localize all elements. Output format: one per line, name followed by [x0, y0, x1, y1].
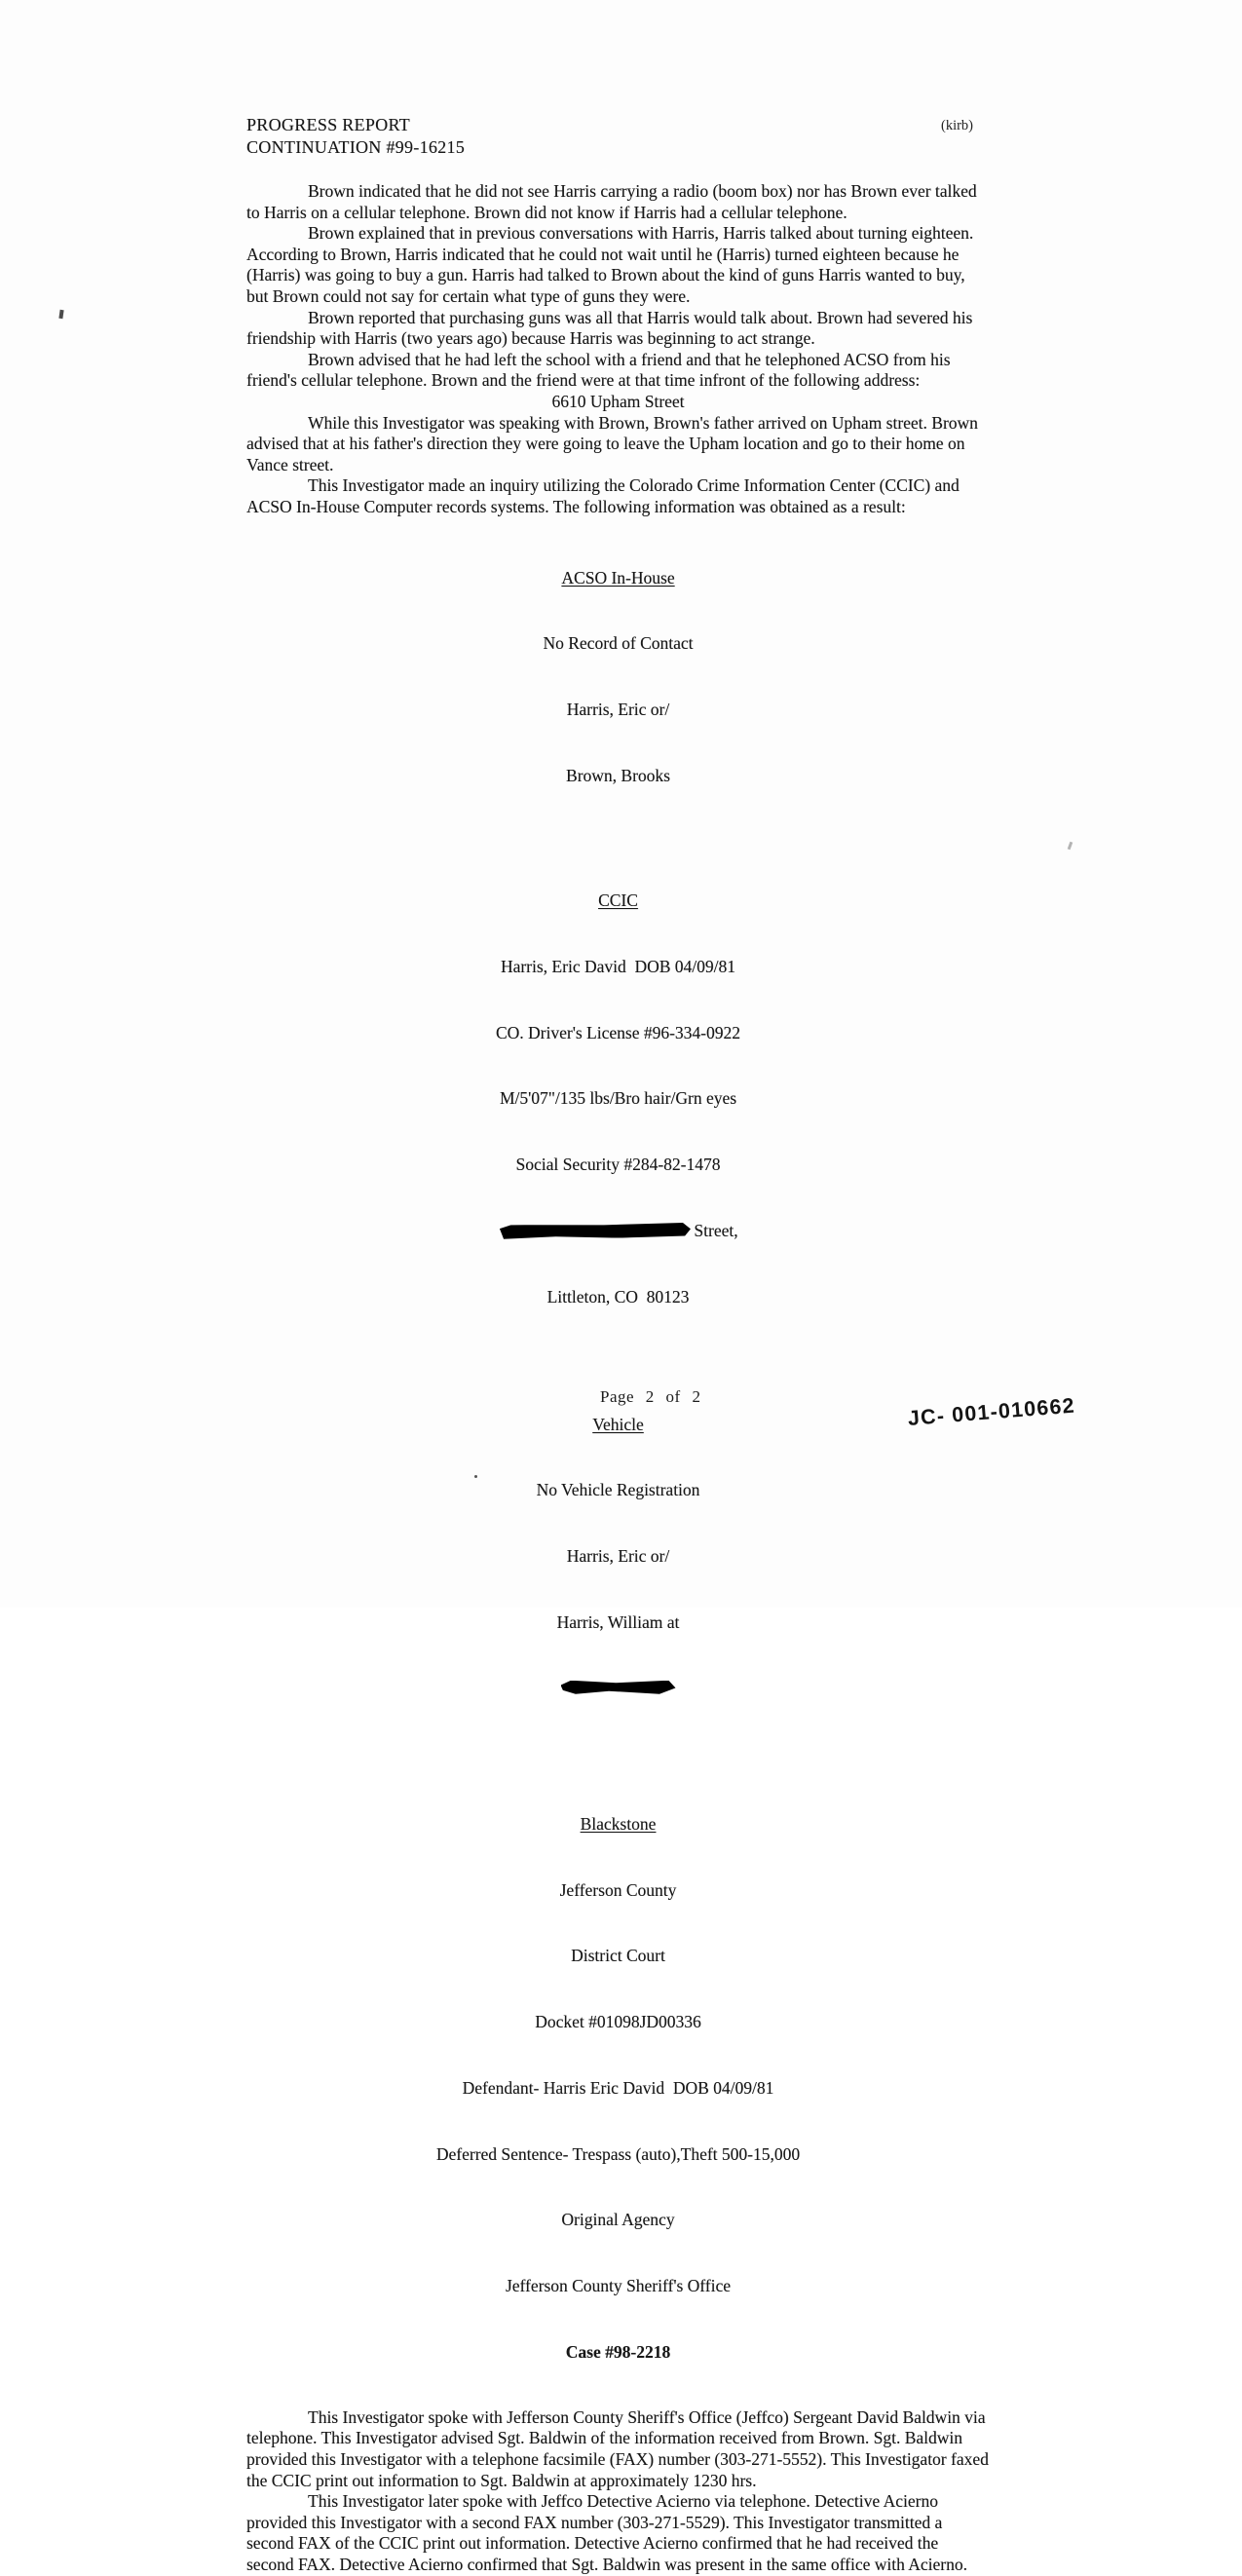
paragraph-left-school: Brown advised that he had left the school with a friend and that he telephoned ACSO from his friend's cellular telephone. Brown and the friend were at that time infront of the following address:: [246, 349, 951, 391]
record-line: Defendant- Harris Eric David DOB 04/09/81: [462, 2077, 774, 2098]
paragraph-radio-telephone: Brown indicated that he did not see Harris carrying a radio (boom box) nor has Brown ever talked to Harris on a cellular telephone. Brown did not know if Harris had a cellular telephone.: [246, 181, 977, 222]
record-line: CO. Driver's License #96-334-0922: [495, 1022, 740, 1042]
record-line: Deferred Sentence- Trespass (auto),Theft 500-15,000: [435, 2143, 801, 2164]
report-title: PROGRESS REPORT: [246, 115, 410, 134]
record-section-blackstone: [246, 1769, 990, 2407]
bates-stamp: JC- 001-010662: [907, 1393, 1076, 1431]
page-number: Page 2 of 2: [600, 1387, 701, 1406]
blackstone-heading: Blackstone: [580, 1813, 657, 1834]
record-line: Social Security #284-82-1478: [515, 1155, 721, 1175]
record-line: Harris, Eric or/: [566, 700, 670, 720]
record-section-ccic: [246, 846, 990, 1352]
paragraph-turning-eighteen: Brown explained that in previous conversations with Harris, Harris talked about turning eighteen. According to Brown, Harris indicated that he could not wait until he (Harris) turned eighteen because he (Harris) was going to buy a gun. Harris had talked to Brown about the kind of guns Harris wanted to buy, but Brown could not say for certain what type of guns they were.: [246, 223, 974, 306]
acso-heading: ACSO In-House: [561, 567, 675, 587]
vehicle-heading: Vehicle: [592, 1414, 644, 1434]
redacted-address-line: [246, 1678, 990, 1700]
scan-artifact-mark: [1068, 842, 1073, 851]
record-line: No Record of Contact: [543, 633, 694, 654]
case-number-line: Case #98-2218: [565, 2342, 671, 2362]
paragraph-baldwin-fax: This Investigator spoke with Jefferson County Sheriff's Office (Jeffco) Sergeant David Baldwin via telephone. This Investigator advised Sgt. Baldwin of the information received from Brown. Sgt. Baldwin provided this Investigator with a telephone facsimile (FAX) number (303-271-5552). This Investigator faxed the CCIC print out information to Sgt. Baldwin at approximately 1230 hrs.: [246, 2406, 989, 2490]
margin-handwritten-note: (kirb): [941, 118, 974, 133]
record-line: Original Agency: [561, 2210, 675, 2230]
document-body: [246, 114, 990, 2576]
record-line: Brown, Brooks: [566, 766, 670, 786]
address-line: 6610 Upham Street: [551, 391, 685, 411]
record-line: No Vehicle Registration: [536, 1480, 700, 1500]
record-line: District Court: [571, 1946, 665, 1966]
paragraph-ccic-inquiry: This Investigator made an inquiry utilizing the Colorado Crime Information Center (CCIC) and ACSO In-House Computer records systems. The following information was obtained as a result:: [246, 475, 960, 516]
document-header: [246, 114, 990, 159]
paragraph-acierno-fax: This Investigator later spoke with Jeffco Detective Acierno via telephone. Detective Acierno provided this Investigator with a second FAX number (303-271-5529). This Investigator transmitted a second FAX of the CCIC print out information. Detective Acierno confirmed that he had received the second FAX. Detective Acierno confirmed that Sgt. Baldwin was present in the same office with Acierno.: [246, 2491, 967, 2574]
record-line: Jefferson County: [559, 1879, 677, 1900]
street-suffix: Street,: [694, 1220, 738, 1240]
continuation-number: CONTINUATION #99-16215: [246, 137, 466, 157]
record-line: Docket #01098JD00336: [535, 2012, 701, 2032]
ccic-heading: CCIC: [598, 890, 638, 910]
paragraph-father-arrived: While this Investigator was speaking with Brown, Brown's father arrived on Upham street. Brown advised that at his father's direction they were going to leave the Upham location and go to their home on Vance street.: [246, 412, 978, 474]
redaction-bar: [561, 1681, 676, 1694]
scan-artifact-mark: [58, 310, 63, 319]
record-line: Harris, Eric or/: [566, 1546, 670, 1567]
record-section-acso: [246, 523, 990, 831]
record-line: Harris, William at: [556, 1612, 680, 1632]
record-line: Harris, Eric David DOB 04/09/81: [500, 956, 736, 976]
redacted-street-line: [246, 1220, 990, 1242]
record-section-vehicle: [246, 1369, 990, 1743]
record-line: M/5'07"/135 lbs/Bro hair/Grn eyes: [499, 1088, 737, 1109]
record-line: Littleton, CO 80123: [546, 1286, 690, 1307]
record-line: Jefferson County Sheriff's Office: [505, 2276, 732, 2296]
paragraph-purchasing-guns: Brown reported that purchasing guns was all that Harris would talk about. Brown had severed his friendship with Harris (two years ago) because Harris was beginning to act strange.: [246, 307, 973, 349]
redaction-bar: [498, 1223, 691, 1240]
